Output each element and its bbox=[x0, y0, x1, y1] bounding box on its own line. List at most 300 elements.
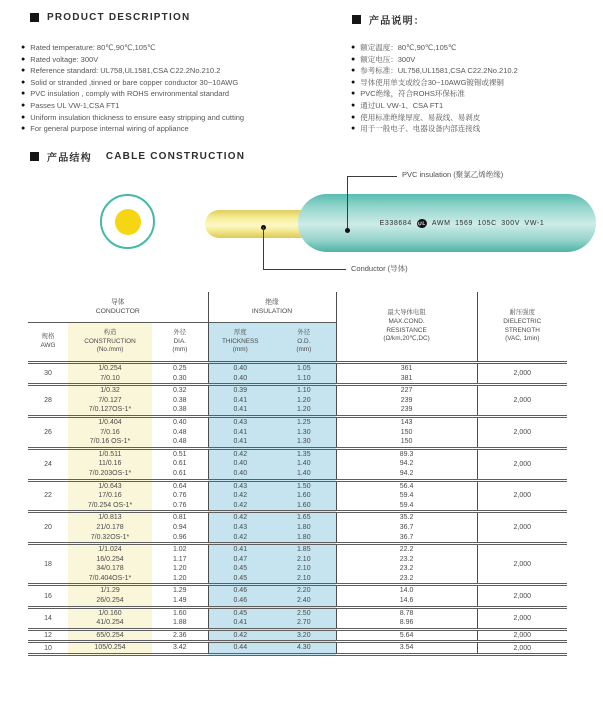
black-square-icon bbox=[352, 15, 361, 24]
cell-value: 1/1.29 bbox=[100, 587, 120, 595]
cable-marking bbox=[350, 219, 545, 228]
cell-value: 3.54 bbox=[399, 644, 414, 652]
bullet-item bbox=[21, 42, 351, 54]
column-header-line: 外径 bbox=[173, 329, 187, 337]
cell-value: 34/0.178 bbox=[96, 565, 124, 573]
cell-construction bbox=[68, 642, 152, 655]
cell-od bbox=[272, 629, 336, 642]
cell-value: 0.40 bbox=[172, 418, 187, 426]
cell-value: 0.51 bbox=[172, 450, 187, 458]
bullet-icon: ● bbox=[351, 125, 356, 133]
black-square-icon bbox=[30, 152, 39, 161]
bullet-item bbox=[21, 88, 351, 100]
cell-value: 0.42 bbox=[233, 492, 248, 500]
bullet-icon: ● bbox=[21, 78, 26, 86]
cell-construction bbox=[68, 480, 152, 512]
cell-value: 1.20 bbox=[172, 565, 187, 573]
cell-value: 1.80 bbox=[296, 523, 311, 531]
table-row bbox=[28, 607, 567, 629]
cell-value: 0.42 bbox=[233, 501, 248, 509]
bullet-icon: ● bbox=[351, 67, 356, 75]
cell-value: 89.3 bbox=[399, 450, 414, 458]
bullet-item bbox=[21, 123, 351, 135]
cell-value: 41/0.254 bbox=[96, 619, 124, 627]
bullet-text: Passes UL VW-1,CSA FT1 bbox=[30, 100, 120, 110]
cell-dielectric: 2,000 bbox=[477, 448, 567, 480]
cell-value: 0.48 bbox=[172, 438, 187, 446]
group-header-en: INSULATION bbox=[251, 308, 293, 315]
group-header-conductor bbox=[28, 292, 208, 323]
product-description-title-en bbox=[30, 12, 190, 23]
cell-value: 1.40 bbox=[296, 469, 311, 477]
cell-value: 23.2 bbox=[399, 565, 414, 573]
cell-resistance bbox=[336, 385, 477, 417]
cell-value: 7/0.16 OS-1* bbox=[89, 438, 131, 446]
column-header-line: (mm) bbox=[172, 346, 188, 354]
column-header-od bbox=[272, 323, 336, 363]
cell-value: 0.41 bbox=[233, 428, 248, 436]
cell-awg: 14 bbox=[28, 607, 68, 629]
cell-dia bbox=[152, 480, 208, 512]
cell-construction bbox=[68, 585, 152, 607]
table-row bbox=[28, 385, 567, 417]
cell-value: 0.43 bbox=[233, 523, 248, 531]
cell-value: 1.35 bbox=[296, 450, 311, 458]
cell-construction bbox=[68, 512, 152, 544]
column-header-line: MAX.COND. bbox=[388, 317, 425, 325]
cell-value: 23.2 bbox=[399, 555, 414, 563]
column-header-thickness bbox=[208, 323, 272, 363]
cell-value: 0.42 bbox=[233, 533, 248, 541]
cell-value: 1/0.643 bbox=[98, 482, 122, 490]
cell-value: 1.20 bbox=[296, 396, 311, 404]
table-row bbox=[28, 585, 567, 607]
column-header-line: (Ω/km,20℃,DC) bbox=[383, 335, 430, 343]
cell-dia bbox=[152, 607, 208, 629]
cell-value: 0.45 bbox=[233, 574, 248, 582]
cell-value: 56.4 bbox=[399, 482, 414, 490]
cell-value: 4.30 bbox=[296, 644, 311, 652]
insulation-drawing bbox=[298, 194, 596, 252]
cell-value: 0.41 bbox=[233, 619, 248, 627]
table-row bbox=[28, 448, 567, 480]
black-square-icon bbox=[30, 13, 39, 22]
cell-value: 7/0.127OS-1* bbox=[88, 406, 132, 414]
cell-value: 65/0.254 bbox=[96, 631, 124, 639]
cell-value: 7/0.127 bbox=[98, 396, 122, 404]
group-header-en: CONDUCTOR bbox=[95, 308, 140, 315]
bullet-item bbox=[21, 100, 351, 112]
cell-value: 0.45 bbox=[233, 609, 248, 617]
cell-thickness bbox=[208, 416, 272, 448]
cell-dielectric: 2,000 bbox=[477, 585, 567, 607]
cell-value: 7/0.10 bbox=[100, 374, 120, 382]
cell-dielectric: 2,000 bbox=[477, 544, 567, 585]
bullets-zh bbox=[351, 42, 603, 135]
bullet-text: 额定电压：300V bbox=[360, 54, 416, 64]
cell-resistance bbox=[336, 363, 477, 385]
cell-value: 105/0.254 bbox=[94, 644, 126, 652]
cell-value: 0.81 bbox=[172, 514, 187, 522]
bullet-text: Uniform insulation thickness to ensure easy stripping and cutting bbox=[30, 112, 245, 122]
cell-value: 1.30 bbox=[296, 428, 311, 436]
cell-value: 0.38 bbox=[172, 396, 187, 404]
cell-value: 59.4 bbox=[399, 492, 414, 500]
column-header-line: O.D. bbox=[297, 337, 311, 345]
bullet-text: For general purpose internal wiring of appliance bbox=[30, 124, 189, 134]
pvc-insulation-label: PVC insulation (聚氯乙烯绝缘) bbox=[402, 170, 504, 179]
bullet-item bbox=[21, 54, 351, 66]
cell-value: 2.10 bbox=[296, 555, 311, 563]
cell-value: 35.2 bbox=[399, 514, 414, 522]
bullet-text: 通过UL VW-1、CSA FT1 bbox=[360, 100, 444, 110]
bullet-item bbox=[351, 88, 603, 100]
cable-construction-title bbox=[30, 149, 245, 164]
column-header-line: DIA. bbox=[173, 337, 186, 345]
bullet-item bbox=[351, 123, 603, 135]
cell-value: 0.42 bbox=[233, 631, 248, 639]
cell-construction bbox=[68, 629, 152, 642]
cell-value: 0.25 bbox=[172, 365, 187, 372]
cell-thickness bbox=[208, 607, 272, 629]
cell-value: 150 bbox=[400, 428, 413, 436]
cell-value: 0.30 bbox=[172, 374, 187, 382]
conductor-leader-line bbox=[263, 227, 264, 269]
cell-value: 1.10 bbox=[296, 374, 311, 382]
cell-value: 8.78 bbox=[399, 609, 414, 617]
cell-value: 36.7 bbox=[399, 523, 414, 531]
cell-thickness bbox=[208, 363, 272, 385]
cell-value: 0.39 bbox=[233, 387, 248, 395]
bullet-icon: ● bbox=[21, 67, 26, 75]
cell-od bbox=[272, 585, 336, 607]
cell-thickness bbox=[208, 480, 272, 512]
cell-value: 0.46 bbox=[233, 587, 248, 595]
group-header-zh: 导体 bbox=[110, 299, 125, 306]
cell-value: 0.41 bbox=[233, 438, 248, 446]
bullet-icon: ● bbox=[21, 125, 26, 133]
cell-awg: 10 bbox=[28, 642, 68, 655]
cell-value: 0.76 bbox=[172, 492, 187, 500]
conductor-leader-line bbox=[263, 269, 346, 270]
bullet-text: 额定温度：80℃,90℃,105℃ bbox=[360, 43, 457, 52]
cell-value: 94.2 bbox=[399, 469, 414, 477]
cell-thickness bbox=[208, 629, 272, 642]
cell-resistance bbox=[336, 480, 477, 512]
cell-resistance bbox=[336, 607, 477, 629]
column-header-line: 构造 bbox=[103, 329, 117, 337]
cell-od bbox=[272, 642, 336, 655]
cell-awg: 12 bbox=[28, 629, 68, 642]
cell-value: 1/0.254 bbox=[98, 365, 122, 372]
cell-value: 1.17 bbox=[172, 555, 187, 563]
cell-dia bbox=[152, 385, 208, 417]
column-header-resistance bbox=[336, 292, 477, 363]
cell-value: 7/0.32OS-1* bbox=[90, 533, 130, 541]
cell-value: 1.29 bbox=[172, 587, 187, 595]
cell-value: 1.10 bbox=[296, 387, 311, 395]
cell-dielectric: 2,000 bbox=[477, 416, 567, 448]
cell-dia bbox=[152, 629, 208, 642]
pvc-leader-line bbox=[347, 176, 348, 230]
cell-value: 0.61 bbox=[172, 460, 187, 468]
cell-value: 0.43 bbox=[233, 418, 248, 426]
cell-value: 2.36 bbox=[172, 631, 187, 639]
cell-value: 381 bbox=[400, 374, 413, 382]
bullet-icon: ● bbox=[351, 78, 356, 86]
cell-value: 5.64 bbox=[399, 631, 414, 639]
column-header-line: (mm) bbox=[296, 346, 312, 354]
cell-value: 1.60 bbox=[172, 609, 187, 617]
column-header-line: 规格 bbox=[41, 333, 55, 341]
cell-value: 1.80 bbox=[296, 533, 311, 541]
bullet-text: PVC insulation , comply with ROHS environmental standard bbox=[30, 89, 230, 99]
spec-table bbox=[28, 292, 567, 656]
cell-dia bbox=[152, 512, 208, 544]
cell-value: 227 bbox=[400, 387, 413, 395]
cell-dielectric: 2,000 bbox=[477, 607, 567, 629]
bullet-text: Rated temperature: 80℃,90℃,105℃ bbox=[30, 43, 156, 52]
section-title-text: 产品说明： bbox=[369, 16, 425, 27]
bullet-icon: ● bbox=[21, 55, 26, 63]
cell-value: 0.76 bbox=[172, 501, 187, 509]
column-header-dia bbox=[152, 323, 208, 363]
group-header-row bbox=[28, 292, 567, 323]
cell-value: 0.48 bbox=[172, 428, 187, 436]
column-header-construction bbox=[68, 323, 152, 363]
cell-value: 14.0 bbox=[399, 587, 414, 595]
cell-value: 1/0.511 bbox=[98, 450, 122, 458]
cell-thickness bbox=[208, 448, 272, 480]
section-title-zh: 产品结构 bbox=[47, 153, 92, 164]
cell-od bbox=[272, 363, 336, 385]
cell-value: 1.60 bbox=[296, 492, 311, 500]
cell-construction bbox=[68, 544, 152, 585]
pvc-leader-line bbox=[347, 176, 397, 177]
column-header-line: THICKNESS bbox=[221, 337, 259, 345]
cell-od bbox=[272, 416, 336, 448]
column-header-awg bbox=[28, 323, 68, 363]
cell-value: 0.61 bbox=[172, 469, 187, 477]
cell-value: 59.4 bbox=[399, 501, 414, 509]
cell-value: 0.41 bbox=[233, 406, 248, 414]
cell-value: 0.45 bbox=[233, 565, 248, 573]
cell-thickness bbox=[208, 385, 272, 417]
cell-value: 0.40 bbox=[233, 460, 248, 468]
cell-value: 14.6 bbox=[399, 597, 414, 605]
cell-awg: 24 bbox=[28, 448, 68, 480]
section-title-en: CABLE CONSTRUCTION bbox=[105, 151, 246, 162]
cell-value: 0.40 bbox=[233, 469, 248, 477]
cell-resistance bbox=[336, 629, 477, 642]
cell-thickness bbox=[208, 544, 272, 585]
cell-value: 0.44 bbox=[233, 644, 248, 652]
cell-value: 1/0.404 bbox=[98, 418, 122, 426]
column-header-line: CONSTRUCTION bbox=[84, 337, 136, 345]
group-header-zh: 绝缘 bbox=[265, 299, 279, 306]
cell-od bbox=[272, 544, 336, 585]
cell-value: 0.32 bbox=[172, 387, 187, 395]
column-header-line: 耐压强度 bbox=[509, 309, 536, 317]
column-header-line: (VAC, 1min) bbox=[505, 335, 540, 343]
cell-dia bbox=[152, 544, 208, 585]
cell-awg: 28 bbox=[28, 385, 68, 417]
cell-value: 22.2 bbox=[399, 546, 414, 554]
marking-spec-text: AWM 1569 105C 300V VW-1 bbox=[431, 219, 545, 227]
cell-awg: 22 bbox=[28, 480, 68, 512]
cell-dia bbox=[152, 585, 208, 607]
column-header-line: (No./mm) bbox=[96, 346, 124, 354]
table-row bbox=[28, 363, 567, 385]
cell-resistance bbox=[336, 544, 477, 585]
cell-awg: 18 bbox=[28, 544, 68, 585]
bullet-item bbox=[351, 100, 603, 112]
cell-dielectric: 2,000 bbox=[477, 512, 567, 544]
bullet-icon: ● bbox=[351, 44, 356, 51]
cell-resistance bbox=[336, 512, 477, 544]
cell-awg: 16 bbox=[28, 585, 68, 607]
bullet-icon: ● bbox=[351, 90, 356, 98]
cell-dielectric: 2,000 bbox=[477, 642, 567, 655]
cell-value: 7/0.254 OS-1* bbox=[87, 501, 133, 509]
cell-construction bbox=[68, 385, 152, 417]
column-header-line: 最大导体电阻 bbox=[387, 309, 426, 317]
cell-value: 0.47 bbox=[233, 555, 248, 563]
cell-value: 94.2 bbox=[399, 460, 414, 468]
cell-value: 2.20 bbox=[296, 587, 311, 595]
table-row bbox=[28, 480, 567, 512]
cell-dielectric: 2,000 bbox=[477, 385, 567, 417]
cell-value: 2.70 bbox=[296, 619, 311, 627]
cell-value: 3.20 bbox=[296, 631, 311, 639]
cell-value: 0.38 bbox=[172, 406, 187, 414]
cell-awg: 20 bbox=[28, 512, 68, 544]
table-row bbox=[28, 512, 567, 544]
cell-value: 1.60 bbox=[296, 501, 311, 509]
cell-value: 361 bbox=[400, 365, 413, 372]
cell-value: 239 bbox=[400, 396, 413, 404]
cell-value: 1.20 bbox=[172, 574, 187, 582]
column-header-dielectric bbox=[477, 292, 567, 363]
bullet-icon: ● bbox=[21, 101, 26, 109]
product-description-title-zh bbox=[352, 12, 425, 27]
cell-value: 0.96 bbox=[172, 533, 187, 541]
ul-mark-icon: UL bbox=[417, 219, 427, 227]
table-row bbox=[28, 544, 567, 585]
bullet-item bbox=[351, 112, 603, 124]
cell-od bbox=[272, 607, 336, 629]
cell-construction bbox=[68, 448, 152, 480]
conductor-label: Conductor (导体) bbox=[351, 264, 408, 273]
table-row bbox=[28, 416, 567, 448]
bullet-icon: ● bbox=[351, 55, 356, 63]
cell-value: 143 bbox=[400, 418, 413, 426]
cell-value: 1/0.160 bbox=[98, 609, 122, 617]
cell-value: 2.50 bbox=[296, 609, 311, 617]
cell-resistance bbox=[336, 642, 477, 655]
cell-awg: 26 bbox=[28, 416, 68, 448]
group-header-insulation bbox=[208, 292, 336, 323]
cell-od bbox=[272, 480, 336, 512]
column-header-line: 外径 bbox=[297, 329, 311, 337]
cable-cross-section-core bbox=[115, 209, 141, 235]
column-header-line: DIELECTRIC bbox=[503, 317, 542, 325]
column-header-line: STRENGTH bbox=[504, 326, 540, 334]
bullet-icon: ● bbox=[21, 113, 26, 121]
cell-value: 16/0.254 bbox=[96, 555, 124, 563]
cell-value: 7/0.16 bbox=[100, 428, 120, 436]
bullet-text: 导体使用单支或绞合30~10AWG镀锡或裸铜 bbox=[360, 77, 504, 87]
cell-value: 0.43 bbox=[233, 482, 248, 490]
bullet-item bbox=[21, 112, 351, 124]
bullet-item bbox=[21, 65, 351, 77]
cell-value: 0.40 bbox=[233, 365, 248, 372]
cell-value: 3.42 bbox=[172, 644, 187, 652]
cell-resistance bbox=[336, 448, 477, 480]
cell-resistance bbox=[336, 416, 477, 448]
cell-value: 0.94 bbox=[172, 523, 187, 531]
bullet-icon: ● bbox=[351, 113, 356, 121]
bullet-text: Solid or stranded ,tinned or bare copper conductor 30~10AWG bbox=[30, 77, 239, 87]
cell-value: 239 bbox=[400, 406, 413, 414]
bullet-item bbox=[351, 54, 603, 66]
bullet-text: 用于一般电子、电器设备内部连接线 bbox=[360, 124, 481, 134]
cell-dia bbox=[152, 448, 208, 480]
cell-awg: 30 bbox=[28, 363, 68, 385]
cell-dia bbox=[152, 363, 208, 385]
cell-value: 1.20 bbox=[296, 406, 311, 414]
marking-cert-number: E338684 bbox=[379, 219, 412, 227]
cell-value: 1.88 bbox=[172, 619, 187, 627]
cell-value: 1.65 bbox=[296, 514, 311, 522]
section-title-text: PRODUCT DESCRIPTION bbox=[47, 12, 191, 23]
cell-thickness bbox=[208, 642, 272, 655]
bullet-item bbox=[21, 77, 351, 89]
bullet-item bbox=[351, 42, 603, 54]
bullets-en bbox=[21, 42, 351, 135]
cell-value: 1.49 bbox=[172, 597, 187, 605]
cell-value: 26/0.254 bbox=[96, 597, 124, 605]
cell-value: 7/0.404OS-1* bbox=[88, 574, 132, 582]
cell-value: 1/0.813 bbox=[98, 514, 122, 522]
bullet-text: PVC绝缘，符合ROHS环保标准 bbox=[360, 89, 465, 99]
table-row bbox=[28, 629, 567, 642]
cell-value: 1.85 bbox=[296, 546, 311, 554]
table-row bbox=[28, 642, 567, 655]
cell-value: 0.64 bbox=[172, 482, 187, 490]
cell-value: 0.42 bbox=[233, 450, 248, 458]
cell-thickness bbox=[208, 512, 272, 544]
bullet-text: Rated voltage: 300V bbox=[30, 54, 99, 64]
cell-value: 1/1.024 bbox=[98, 546, 122, 554]
cell-value: 21/0.178 bbox=[96, 523, 124, 531]
cell-od bbox=[272, 385, 336, 417]
column-header-line: 厚度 bbox=[233, 329, 247, 337]
bullet-text: 使用标准绝缘厚度、易裁线、易剥皮 bbox=[360, 112, 481, 122]
cell-value: 0.41 bbox=[233, 396, 248, 404]
cell-value: 2.40 bbox=[296, 597, 311, 605]
cell-construction bbox=[68, 607, 152, 629]
cell-value: 1.05 bbox=[296, 365, 311, 372]
spec-table-body bbox=[28, 363, 567, 655]
cell-value: 0.46 bbox=[233, 597, 248, 605]
bullet-icon: ● bbox=[351, 101, 356, 109]
bullet-icon: ● bbox=[21, 44, 26, 51]
cell-value: 0.40 bbox=[233, 374, 248, 382]
cell-value: 7/0.203OS-1* bbox=[88, 469, 132, 477]
pvc-leader-dot bbox=[345, 228, 350, 233]
bullet-item bbox=[351, 65, 603, 77]
